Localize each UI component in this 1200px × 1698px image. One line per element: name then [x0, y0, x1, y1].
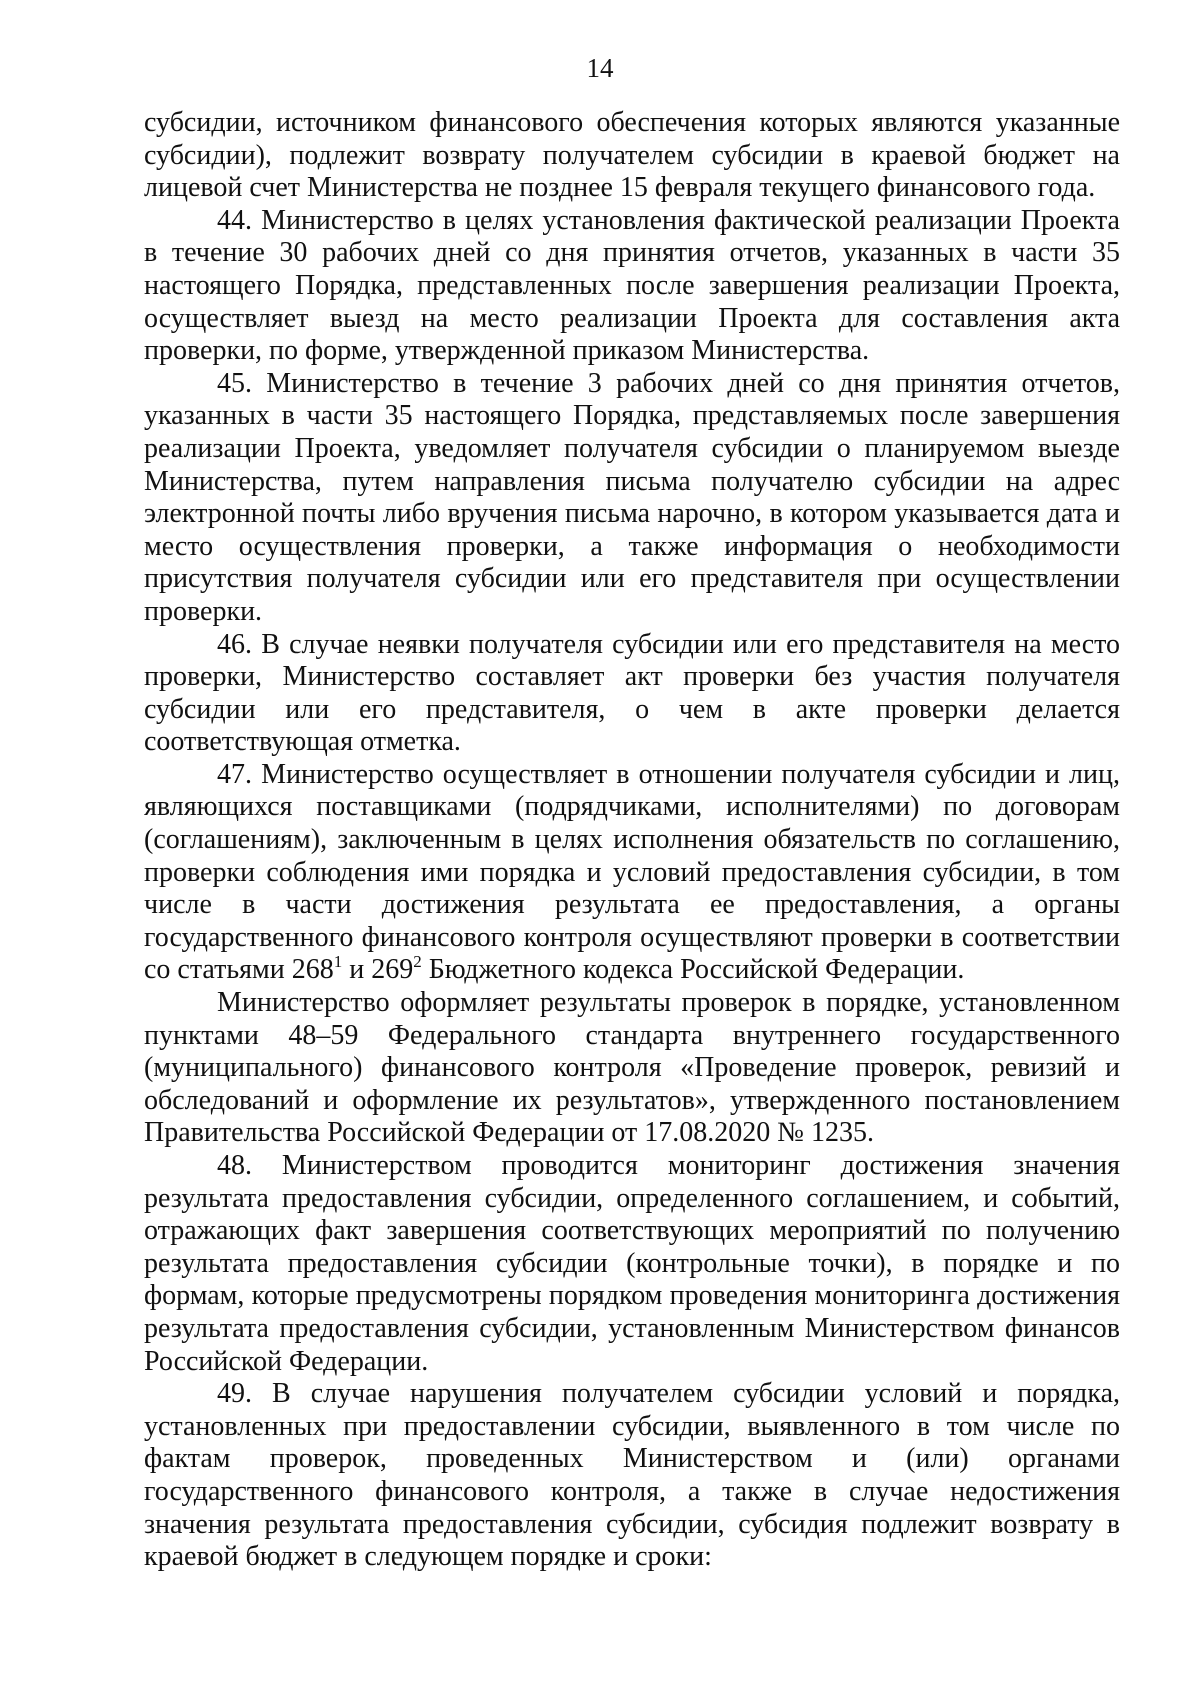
paragraph-49: 49. В случае нарушения получателем субсидии условий и порядка, установленных при предоставлении субсидии, выявленного в том числе по фактам проверок, проведенных Министерством и (или) органами государственного финансового контроля, а также в случае недостижения значения результата предоставления субсидии, субсидия подлежит возврату в краевой бюджет в следующем порядке и сроки:	[144, 1378, 1120, 1573]
paragraph-continuation: субсидии, источником финансового обеспечения которых являются указанные субсидии), подлежит возврату получателем субсидии в краевой бюджет на лицевой счет Министерства не позднее 15 февраля текущего финансового года.	[144, 107, 1120, 204]
page-number: 14	[586, 53, 614, 83]
paragraph-47	[144, 759, 1120, 987]
paragraph-48: 48. Министерством проводится мониторинг достижения значения результата предоставления субсидии, определенного соглашением, и событий, отражающих факт завершения соответствующих мероприятий по получению результата предоставления субсидии (контрольные точки), в порядке и по формам, которые предусмотрены порядком проведения мониторинга достижения результата предоставления субсидии, установленным Министерством финансов Российской Федерации.	[144, 1150, 1120, 1377]
paragraph-47-results: Министерство оформляет результаты проверок в порядке, установленном пунктами 48–59 Федерального стандарта внутреннего государственного (муниципального) финансового контроля «Проведение проверок, ревизий и обследований и оформление их результатов», утвержденного постановлением Правительства Российской Федерации от 17.08.2020 № 1235.	[144, 987, 1120, 1149]
article-superscript-2: 2	[413, 952, 422, 972]
paragraph-47-middle: и 269	[342, 954, 414, 986]
paragraph-46: 46. В случае неявки получателя субсидии или его представителя на место проверки, Министерство составляет акт проверки без участия получателя субсидии или его представителя, о чем в акте проверки делается соответствующая отметка.	[144, 628, 1120, 758]
document-body	[144, 107, 1120, 1574]
article-superscript-1: 1	[333, 952, 343, 972]
paragraph-44: 44. Министерство в целях установления фактической реализации Проекта в течение 30 рабочих дней со дня принятия отчетов, указанных в части 35 настоящего Порядка, представленных после завершения реализации Проекта, осуществляет выезд на место реализации Проекта для составления акта проверки, по форме, утвержденной приказом Министерства.	[144, 204, 1120, 367]
paragraph-47-end: Бюджетного кодекса Российской Федерации.	[421, 954, 965, 986]
paragraph-45: 45. Министерство в течение 3 рабочих дней со дня принятия отчетов, указанных в части 35 настоящего Порядка, представляемых после завершения реализации Проекта, уведомляет получателя субсидии о планируемом выезде Министерства, путем направления письма получателю субсидии на адрес электронной почты либо вручения письма нарочно, в котором указывается дата и место осуществления проверки, а также информация о необходимости присутствия получателя субсидии или его представителя при осуществлении проверки.	[144, 367, 1120, 627]
paragraph-47-text: 47. Министерство осуществляет в отношении получателя субсидии и лиц, являющихся поставщиками (подрядчиками, исполнителями) по договорам (соглашениям), заключенным в целях исполнения обязательств по соглашению, проверки соблюдения ими порядка и условий предоставления субсидии, в том числе в части достижения результата ее предоставления, а органы государственного финансового контроля осуществляют проверки в соответствии со статьями 268	[144, 758, 1120, 986]
